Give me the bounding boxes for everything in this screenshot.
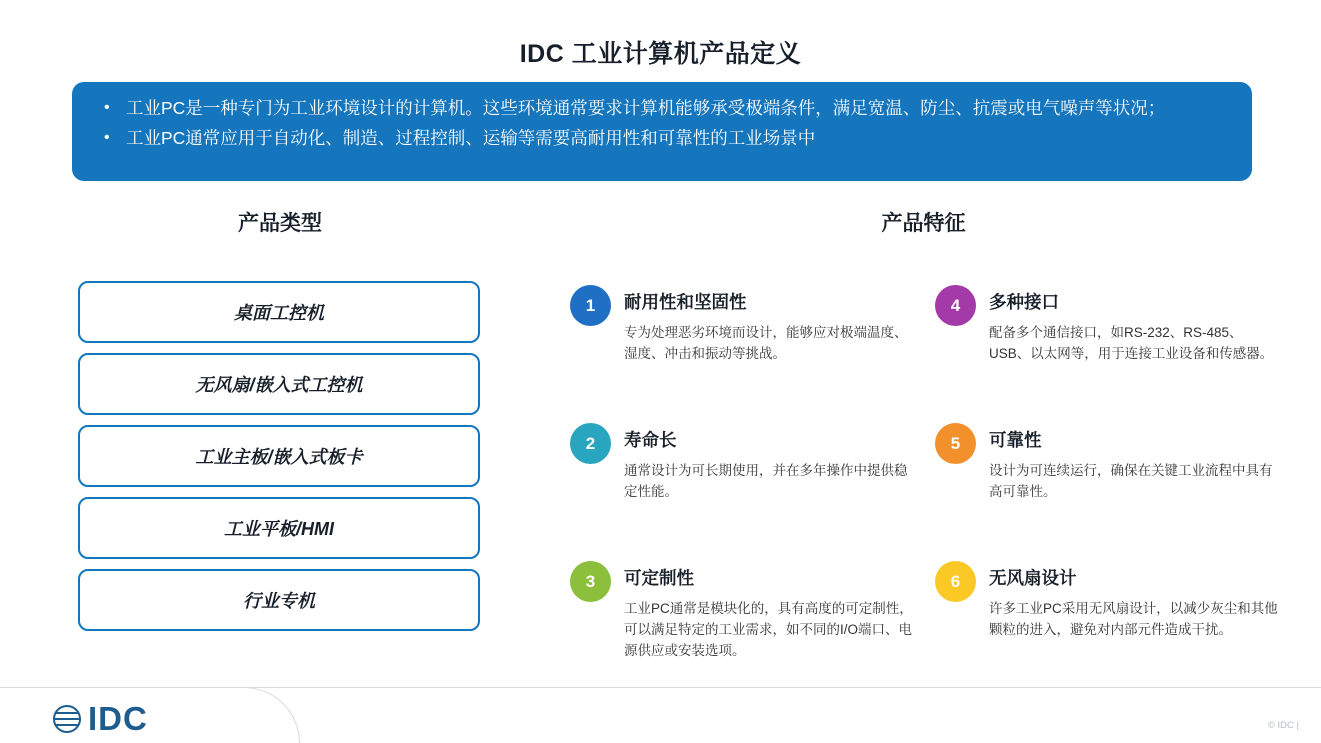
- list-item[interactable]: [78, 569, 480, 631]
- banner-bullet-list: [90, 94, 1226, 152]
- feature-title: 寿命长: [624, 430, 677, 450]
- type-label: 行业专机: [243, 591, 315, 611]
- type-label: 工业平板/HMI: [224, 519, 334, 539]
- list-item[interactable]: [78, 497, 480, 559]
- copyright-text: © IDC |: [1267, 720, 1299, 731]
- footer-swoosh-shape: [0, 687, 300, 743]
- list-item[interactable]: [78, 425, 480, 487]
- feature-number-badge: 5: [935, 423, 976, 464]
- feature-title: 可定制性: [624, 568, 694, 588]
- globe-icon: [52, 704, 82, 734]
- type-label: 无风扇/嵌入式工控机: [195, 375, 363, 395]
- feature-description: 通常设计为可长期使用，并在多年操作中提供稳定性能。: [624, 463, 908, 499]
- feature-item: [927, 275, 1292, 413]
- feature-item: [562, 275, 927, 413]
- feature-item: [927, 551, 1292, 689]
- summary-banner: [72, 82, 1252, 181]
- product-features-heading: 产品特征: [881, 212, 966, 235]
- list-item[interactable]: [78, 281, 480, 343]
- feature-title: 多种接口: [989, 292, 1059, 312]
- feature-number-badge: 3: [570, 561, 611, 602]
- type-label: 工业主板/嵌入式板卡: [195, 447, 363, 467]
- banner-bullet-item: • 工业PC通常应用于自动化、制造、过程控制、运输等需要高耐用性和可靠性的工业场景中: [90, 124, 1226, 152]
- product-types-heading: 产品类型: [238, 212, 322, 235]
- feature-description: 工业PC通常是模块化的，具有高度的可定制性，可以满足特定的工业需求，如不同的I/O端口、电源供应或安装选项。: [624, 601, 913, 658]
- feature-title: 可靠性: [989, 430, 1042, 450]
- list-item[interactable]: [78, 353, 480, 415]
- product-type-list: [78, 281, 480, 641]
- feature-description: 许多工业PC采用无风扇设计，以减少灰尘和其他颗粒的进入，避免对内部元件造成干扰。: [989, 601, 1278, 637]
- feature-description: 专为处理恶劣环境而设计，能够应对极端温度、湿度、冲击和振动等挑战。: [624, 325, 908, 361]
- type-label: 桌面工控机: [234, 303, 324, 323]
- feature-number-badge: 2: [570, 423, 611, 464]
- idc-logo: [52, 702, 148, 735]
- feature-grid: [562, 275, 1292, 689]
- feature-number-badge: 1: [570, 285, 611, 326]
- banner-bullet-item: • 工业PC是一种专门为工业环境设计的计算机。这些环境通常要求计算机能够承受极端条件，满足宽温、防尘、抗震或电气噪声等状况；: [90, 94, 1226, 122]
- feature-number-badge: 6: [935, 561, 976, 602]
- feature-description: 配备多个通信接口，如RS-232、RS-485、USB、以太网等，用于连接工业设备和传感器。: [989, 325, 1274, 361]
- feature-item: [927, 413, 1292, 551]
- feature-title: 无风扇设计: [989, 568, 1077, 588]
- logo-text: IDC: [88, 700, 148, 737]
- page-title: IDC 工业计算机产品定义: [519, 40, 802, 68]
- feature-description: 设计为可连续运行，确保在关键工业流程中具有高可靠性。: [989, 463, 1273, 499]
- feature-number-badge: 4: [935, 285, 976, 326]
- feature-item: [562, 413, 927, 551]
- feature-title: 耐用性和坚固性: [624, 292, 747, 312]
- feature-item: [562, 551, 927, 689]
